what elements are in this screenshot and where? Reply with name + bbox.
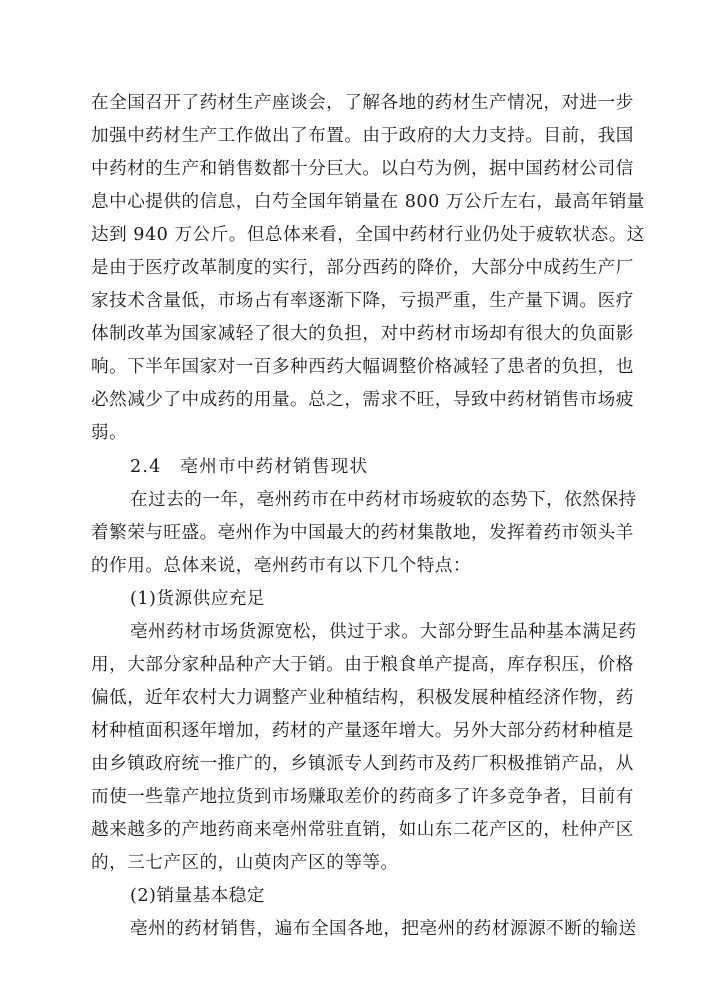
paragraph-line: 弱。 — [91, 423, 128, 443]
paragraph-line: 由乡镇政府统一推广的，乡镇派专人到药市及药厂积极推销产品，从 — [91, 754, 634, 774]
paragraph-line: 响。下半年国家对一百多种西药大幅调整价格减轻了患者的负担，也 — [91, 357, 634, 377]
paragraph-line: 亳州药材市场货源宽松，供过于求。大部分野生品种基本满足药 — [130, 622, 637, 642]
paragraph-line: 材种植面积逐年增加，药材的产量逐年增大。另外大部分药材种植是 — [91, 721, 634, 741]
paragraph-line: 亳州的药材销售，遍布全国各地，把亳州的药材源源不断的输送 — [130, 919, 637, 939]
section-heading: 2.4 亳州市中药材销售现状 — [130, 457, 369, 477]
list-item-heading: (2)销量基本稳定 — [130, 886, 265, 906]
paragraph-line: 在过去的一年，亳州药市在中药材市场疲软的态势下，依然保持 — [130, 490, 637, 510]
paragraph-line: 的作用。总体来说，亳州药市有以下几个特点： — [91, 556, 471, 576]
paragraph-line: 是由于医疗改革制度的实行，部分西药的降价，大部分中成药生产厂 — [91, 258, 634, 278]
paragraph-line: 越来越多的产地药商来亳州常驻直销，如山东二花产区的，杜仲产区 — [91, 820, 634, 840]
paragraph-line: 体制改革为国家减轻了很大的负担，对中药材市场却有很大的负面影 — [91, 324, 634, 344]
paragraph-line: 息中心提供的信息，白芍全国年销量在 800 万公斤左右，最高年销量 — [91, 192, 645, 212]
paragraph-line: 的，三七产区的，山萸肉产区的等等。 — [91, 853, 399, 873]
paragraph-line: 在全国召开了药材生产座谈会，了解各地的药材生产情况，对进一步 — [91, 93, 634, 113]
paragraph-line: 中药材的生产和销售数都十分巨大。以白芍为例，据中国药材公司信 — [91, 159, 634, 179]
paragraph-line: 用，大部分家种品种产大于销。由于粮食单产提高，库存积压，价格 — [91, 655, 634, 675]
paragraph-line: 加强中药材生产工作做出了布置。由于政府的大力支持。目前，我国 — [91, 126, 634, 146]
paragraph-line: 必然减少了中成药的用量。总之，需求不旺，导致中药材销售市场疲 — [91, 390, 634, 410]
paragraph-line: 而使一些靠产地拉货到市场赚取差价的药商多了许多竞争者，目前有 — [91, 787, 634, 807]
paragraph-line: 着繁荣与旺盛。亳州作为中国最大的药材集散地，发挥着药市领头羊 — [91, 523, 634, 543]
paragraph-line: 达到 940 万公斤。但总体来看，全国中药材行业仍处于疲软状态。这 — [91, 225, 645, 245]
paragraph-line: 偏低，近年农村大力调整产业种植结构，积极发展种植经济作物，药 — [91, 688, 634, 708]
list-item-heading: (1)货源供应充足 — [130, 589, 265, 609]
paragraph-line: 家技术含量低，市场占有率逐渐下降，亏损严重，生产量下调。医疗 — [91, 291, 634, 311]
